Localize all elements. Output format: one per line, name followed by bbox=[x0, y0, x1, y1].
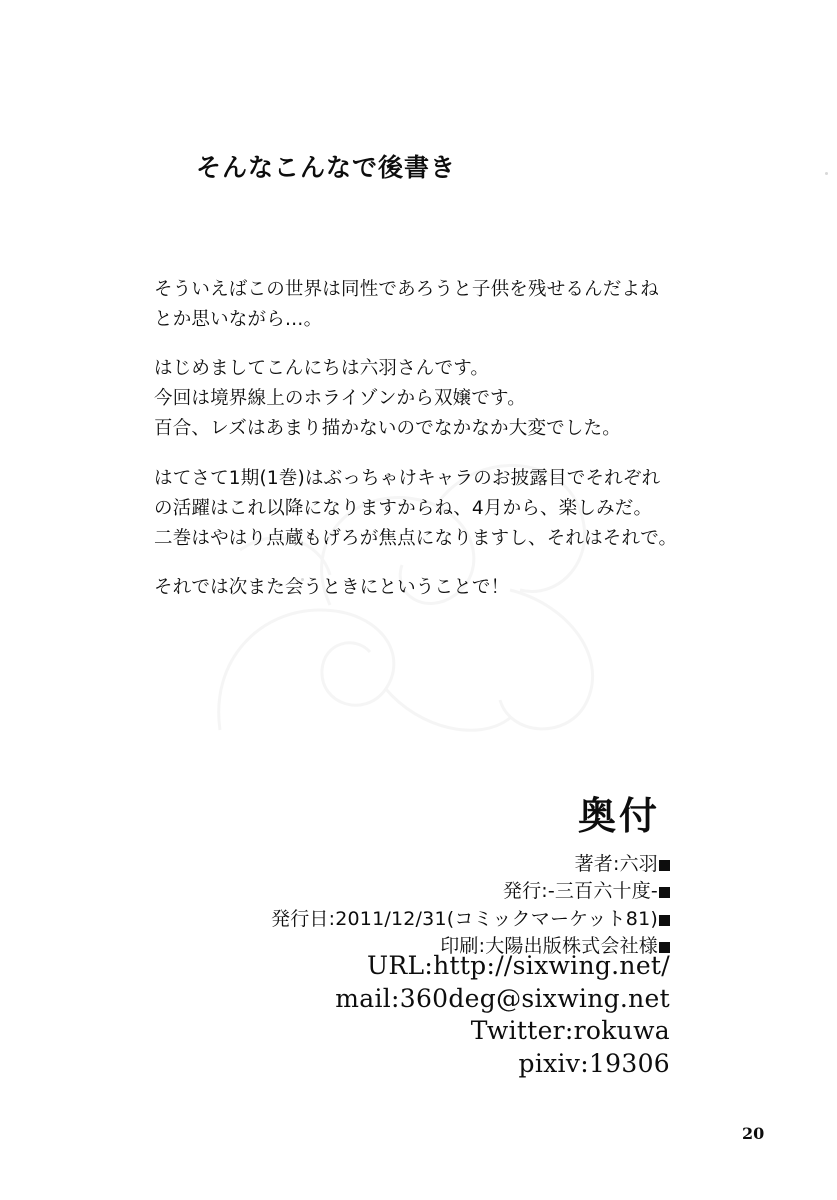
colophon-line bbox=[0, 878, 670, 906]
contact-twitter[interactable]: Twitter:rokuwa bbox=[470, 1016, 670, 1045]
contact-pixiv[interactable]: pixiv:19306 bbox=[518, 1048, 670, 1078]
colophon-line-text: 発行日:2011/12/31(コミックマーケット81) bbox=[271, 907, 658, 930]
paper-speck bbox=[825, 172, 828, 175]
afterword-line: 今回は境界線上のホライゾンから双嬢です。 bbox=[154, 388, 526, 410]
afterword-line: そういえばこの世界は同性であろうと子供を残せるんだよね bbox=[154, 279, 659, 300]
colophon-lines bbox=[0, 851, 670, 961]
afterword-line: それでは次また会うときにということで！ bbox=[154, 577, 510, 599]
contact-url[interactable]: URL:http://sixwing.net/ bbox=[366, 951, 670, 980]
colophon-line-text: 印刷:大陽出版株式会社様 bbox=[440, 935, 658, 958]
censor-block-icon bbox=[659, 860, 670, 871]
afterword-paragraph bbox=[154, 573, 734, 603]
afterword-body bbox=[154, 275, 734, 603]
colophon-heading: 奥付 bbox=[577, 794, 660, 838]
censor-block-icon bbox=[659, 887, 670, 898]
colophon-block bbox=[0, 795, 670, 961]
colophon-line-text: 著者:六羽 bbox=[574, 852, 658, 875]
contact-mail[interactable]: mail:360deg@sixwing.net bbox=[335, 983, 670, 1013]
afterword-line: 二巻はやはり点蔵もげろが焦点になりますし、それはそれで。 bbox=[154, 527, 678, 549]
colophon-line bbox=[0, 906, 670, 934]
afterword-line: とか思いながら…。 bbox=[154, 308, 323, 330]
afterword-line: の活躍はこれ以降になりますからね、4月から、楽しみだ。 bbox=[154, 497, 653, 519]
afterword-line: はじめましてこんにちは六羽さんです。 bbox=[154, 358, 490, 380]
contact-block bbox=[0, 950, 670, 1080]
censor-block-icon bbox=[659, 915, 670, 926]
page-number: 20 bbox=[742, 1124, 765, 1143]
afterword-line: はてさて1期(1巻)はぶっちゃけキャラのお披露目でそれぞれ bbox=[154, 467, 661, 489]
afterword-paragraph bbox=[154, 354, 734, 444]
colophon-line-text: 発行:-三百六十度- bbox=[502, 880, 658, 903]
afterword-line: 百合、レズはあまり描かないのでなかなか大変でした。 bbox=[154, 418, 621, 440]
afterword-paragraph bbox=[154, 275, 734, 335]
afterword-paragraph bbox=[154, 464, 734, 554]
afterword-title: そんなこんなで後書き bbox=[196, 152, 457, 182]
colophon-line bbox=[0, 851, 670, 879]
